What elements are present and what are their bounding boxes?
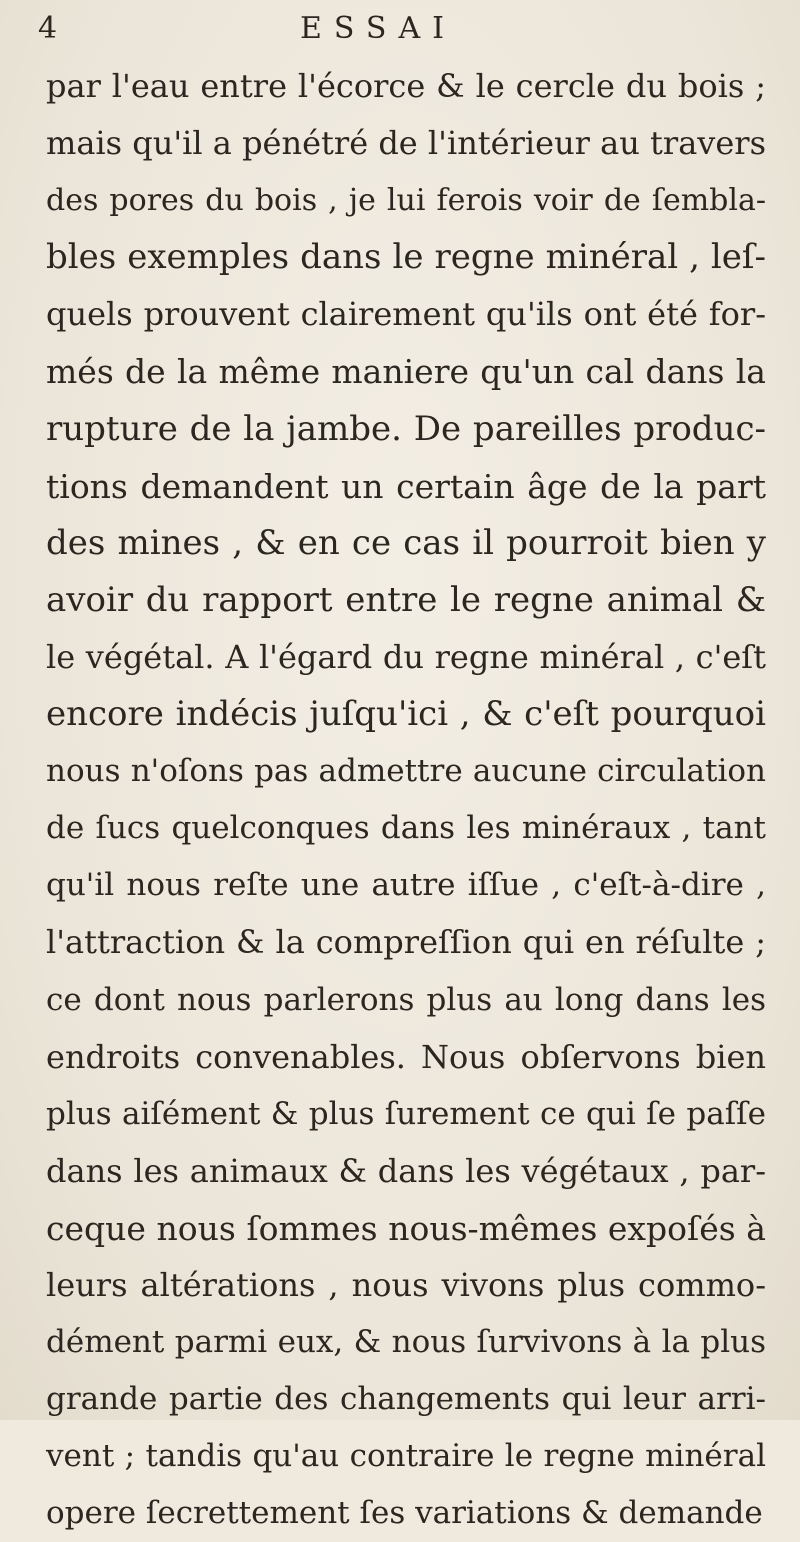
text-line: l'attraction & la compreſſion qui en réſulte ;: [46, 923, 766, 962]
text-line: ce dont nous parlerons plus au long dans les: [46, 981, 766, 1018]
page-number: 4: [38, 11, 58, 46]
text-line: bles exemples dans le regne minéral , leſ-: [46, 237, 766, 278]
body-text: [46, 58, 766, 1542]
text-line: le végétal. A l'égard du regne minéral , c'eſt: [46, 637, 766, 676]
text-line: ceque nous ſommes nous-mêmes expoſés à: [46, 1208, 766, 1248]
text-line: més de la même maniere qu'un cal dans la: [46, 352, 766, 392]
text-line: mais qu'il a pénétré de l'intérieur au travers: [46, 124, 766, 163]
text-line: dément parmi eux, & nous ſurvivons à la plus: [46, 1324, 766, 1361]
text-line: opere ſecrettement ſes variations & demande: [46, 1495, 763, 1532]
text-line: rupture de la jambe. De pareilles produc-: [46, 408, 766, 449]
text-line: dans les animaux & dans les végétaux , par-: [46, 1151, 766, 1190]
text-line: qu'il nous reſte une autre iſſue , c'eſt-à-dire ,: [46, 867, 766, 904]
text-line: quels prouvent clairement qu'ils ont été for-: [46, 295, 766, 334]
text-line: avoir du rapport entre le regne animal &: [46, 579, 766, 620]
text-line: des mines , & en ce cas il pourroit bien y: [46, 522, 766, 563]
text-line: par l'eau entre l'écorce & le cercle du bois ;: [46, 67, 766, 105]
running-title: ESSAI: [300, 11, 456, 46]
running-head: [0, 0, 800, 50]
text-line: leurs altérations , nous vivons plus commo-: [46, 1265, 766, 1304]
text-line: plus aiſément & plus ſurement ce qui ſe paſſe: [46, 1095, 766, 1132]
text-line: nous n'oſons pas admettre aucune circulation: [46, 753, 766, 790]
text-line: des pores du bois , je lui ferois voir de ſembla-: [46, 183, 766, 219]
text-line: vent ; tandis qu'au contraire le regne minéral: [46, 1438, 766, 1475]
text-line: grande partie des changements qui leur arri-: [46, 1381, 766, 1418]
text-line: encore indécis juſqu'ici , & c'eſt pourquoi: [46, 694, 766, 735]
text-line: endroits convenables. Nous obſervons bien: [46, 1037, 766, 1076]
text-line: de ſucs quelconques dans les minéraux , tant: [46, 810, 766, 847]
text-line: tions demandent un certain âge de la part: [46, 466, 766, 506]
